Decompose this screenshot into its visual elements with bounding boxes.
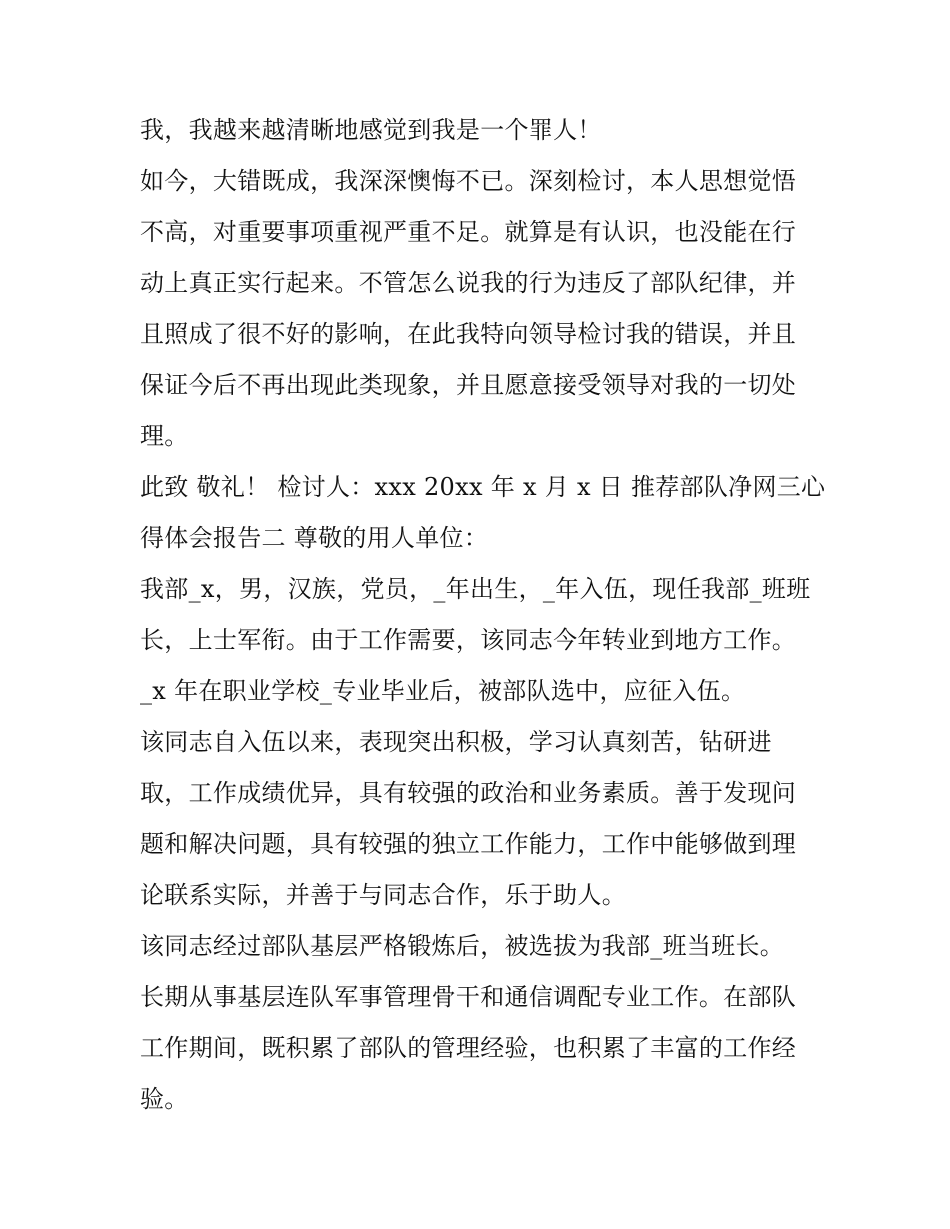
- text-line: 该同志经过部队基层严格锻炼后，被选拔为我部_班当班长。: [140, 932, 785, 960]
- text-line: 不高，对重要事项重视严重不足。就算是有认识，也没能在行: [140, 218, 797, 246]
- text-line: 此致 敬礼！ 检讨人：xxx 20xx 年 x 月 x 日 推荐部队净网三心: [140, 473, 826, 501]
- text-line: 得体会报告二 尊敬的用人单位：: [140, 524, 489, 552]
- text-line: 题和解决问题，具有较强的独立工作能力，工作中能够做到理: [140, 830, 797, 858]
- text-line: 保证今后不再出现此类现象，并且愿意接受领导对我的一切处: [140, 371, 797, 399]
- text-line: 论联系实际，并善于与同志合作，乐于助人。: [140, 881, 626, 909]
- text-line: 长期从事基层连队军事管理骨干和通信调配专业工作。在部队: [140, 983, 797, 1011]
- text-line: 取，工作成绩优异，具有较强的政治和业务素质。善于发现问: [140, 779, 797, 807]
- text-line: 该同志自入伍以来，表现突出积极，学习认真刻苦，钻研进: [140, 728, 772, 756]
- text-line: 且照成了很不好的影响，在此我特向领导检讨我的错误，并且: [140, 320, 797, 348]
- text-line: 我部_x，男，汉族，党员，_年出生，_年入伍，现任我部_班班: [140, 575, 811, 603]
- text-line: 我，我越来越清晰地感觉到我是一个罪人！: [140, 116, 602, 144]
- text-line: 长，上士军衔。由于工作需要，该同志今年转业到地方工作。: [140, 626, 797, 654]
- text-line: _x 年在职业学校_专业毕业后，被部队选中，应征入伍。: [140, 677, 746, 705]
- text-line: 理。: [140, 422, 189, 450]
- text-line: 工作期间，既积累了部队的管理经验，也积累了丰富的工作经: [140, 1034, 797, 1062]
- text-line: 验。: [140, 1085, 189, 1113]
- text-line: 如今，大错既成，我深深懊悔不已。深刻检讨，本人思想觉悟: [140, 167, 797, 195]
- text-line: 动上真正实行起来。不管怎么说我的行为违反了部队纪律，并: [140, 269, 797, 297]
- document-body: [140, 110, 826, 1130]
